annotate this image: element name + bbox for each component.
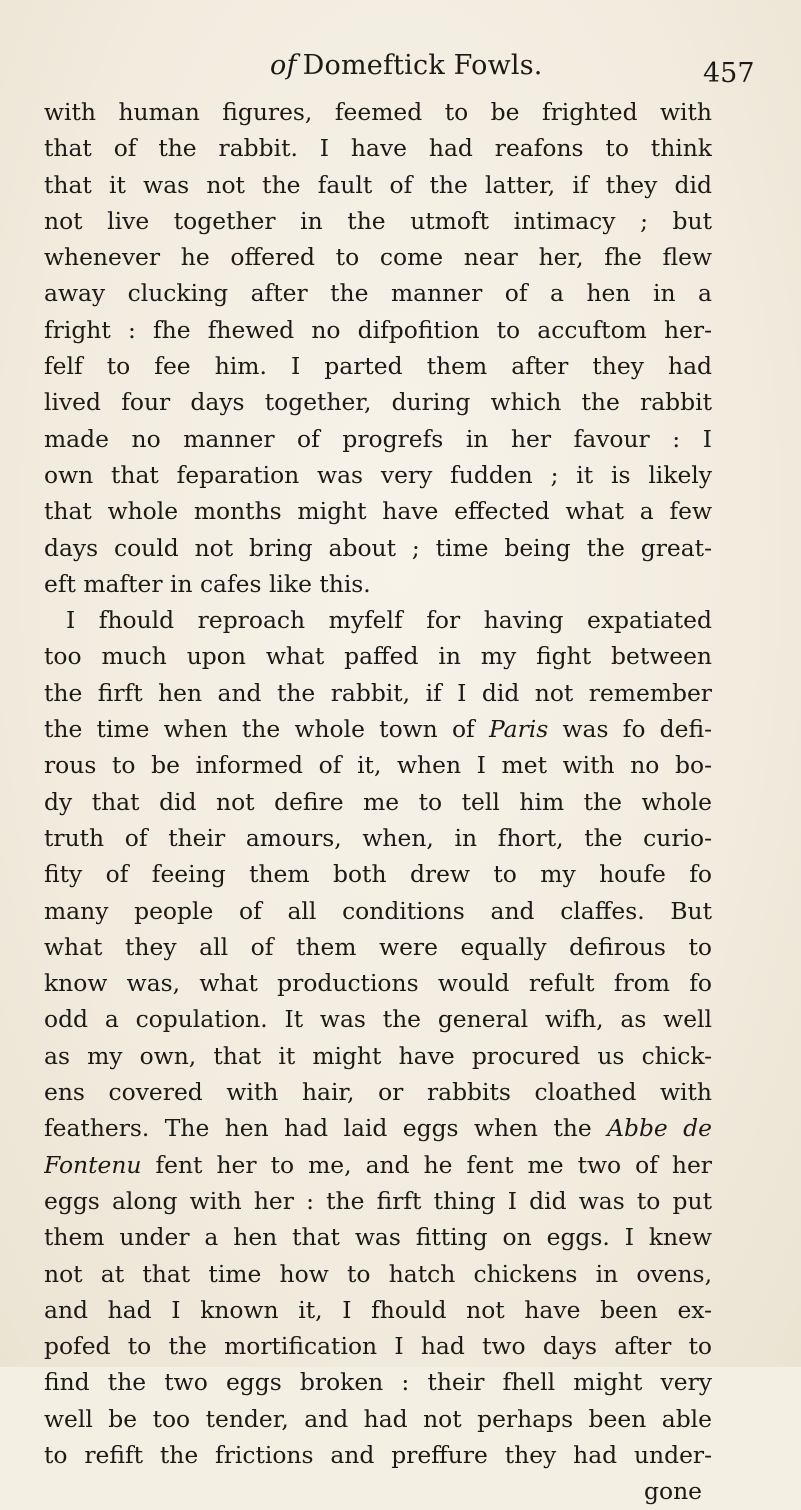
text-line: eggs along with her : the firft thing I did was to put (44, 1186, 712, 1215)
text-line: many people of all conditions and claffes. But (44, 896, 712, 925)
text-line: pofed to the mortification I had two days after to (44, 1332, 712, 1361)
text-line: whenever he offered to come near her, fhe flew (44, 243, 712, 272)
page-number: 457 (703, 58, 755, 89)
text-line: odd a copulation. It was the general wifh, as well (44, 1005, 712, 1034)
text-line: fity of feeing them both drew to my houfe fo (44, 860, 712, 889)
text-line: felf to fee him. I parted them after they had (44, 352, 712, 381)
text-line: as my own, that it might have procured us chick- (44, 1041, 712, 1070)
text-line: lived four days together, during which the rabbit (44, 388, 712, 417)
text-line: well be too tender, and had not perhaps been able (44, 1404, 712, 1433)
paragraph-first-line: I fhould reproach myfelf for having expatiated (66, 606, 712, 635)
person-name-fontenu: Fontenu (44, 1150, 142, 1179)
text-line: that whole months might have effected what a few (44, 497, 712, 526)
text-line: that it was not the fault of the latter, if they did (44, 170, 712, 199)
text-line: the firft hen and the rabbit, if I did not remember (44, 678, 712, 707)
text-line: away clucking after the manner of a hen in a (44, 279, 712, 308)
text-line: fright : fhe fhewed no difpofition to accuftom her- (44, 315, 712, 344)
person-name-abbe: Abbe de (607, 1114, 712, 1143)
running-head-of: of (270, 50, 297, 81)
running-head (270, 50, 543, 81)
text-line: ens covered with hair, or rabbits cloathed with (44, 1078, 712, 1107)
text-line: not live together in the utmoft intimacy ; but (44, 206, 712, 235)
text-line: made no manner of progrefs in her favour : I (44, 424, 712, 453)
text-line-abbe-start: feathers. The hen had laid eggs when the (44, 1114, 608, 1143)
text-line: too much upon what paffed in my fight between (44, 642, 712, 671)
text-line: know was, what productions would refult from fo (44, 969, 712, 998)
text-line: days could not bring about ; time being the great- (44, 533, 712, 562)
text-line: them under a hen that was fitting on eggs. I knew (44, 1223, 712, 1252)
text-line: rous to be informed of it, when I met with no bo- (44, 751, 712, 780)
text-line: truth of their amours, when, in fhort, the curio- (44, 823, 712, 852)
text-line-paris-start: the time when the whole town of (44, 715, 489, 744)
text-line: eft mafter in cafes like this. (44, 569, 371, 598)
text-line: find the two eggs broken : their fhell might very (44, 1368, 712, 1397)
running-head-title: Domeftick Fowls. (302, 50, 543, 81)
text-line: with human figures, feemed to be frighted with (44, 98, 712, 126)
text-line: not at that time how to hatch chickens in ovens, (44, 1259, 712, 1288)
text-line: that of the rabbit. I have had reafons to think (44, 134, 712, 163)
text-line-abbe (44, 1110, 712, 1146)
text-line: own that feparation was very fudden ; it is likely (44, 460, 712, 489)
text-line: what they all of them were equally defirous to (44, 932, 712, 961)
catchword: gone (644, 1477, 702, 1506)
text-line-fontenu-end: fent her to me, and he fent me two of her (141, 1150, 712, 1179)
text-line: dy that did not defire me to tell him the whole (44, 787, 712, 816)
text-line-fontenu (44, 1147, 712, 1183)
text-line-paris-end: was fo defi- (548, 715, 712, 744)
text-line: and had I known it, I fhould not have been ex- (44, 1295, 712, 1324)
body-text (44, 94, 712, 1510)
text-line-paris (44, 711, 712, 747)
place-name-paris: Paris (488, 715, 549, 744)
text-line: to refift the frictions and preffure they had under- (44, 1440, 712, 1469)
